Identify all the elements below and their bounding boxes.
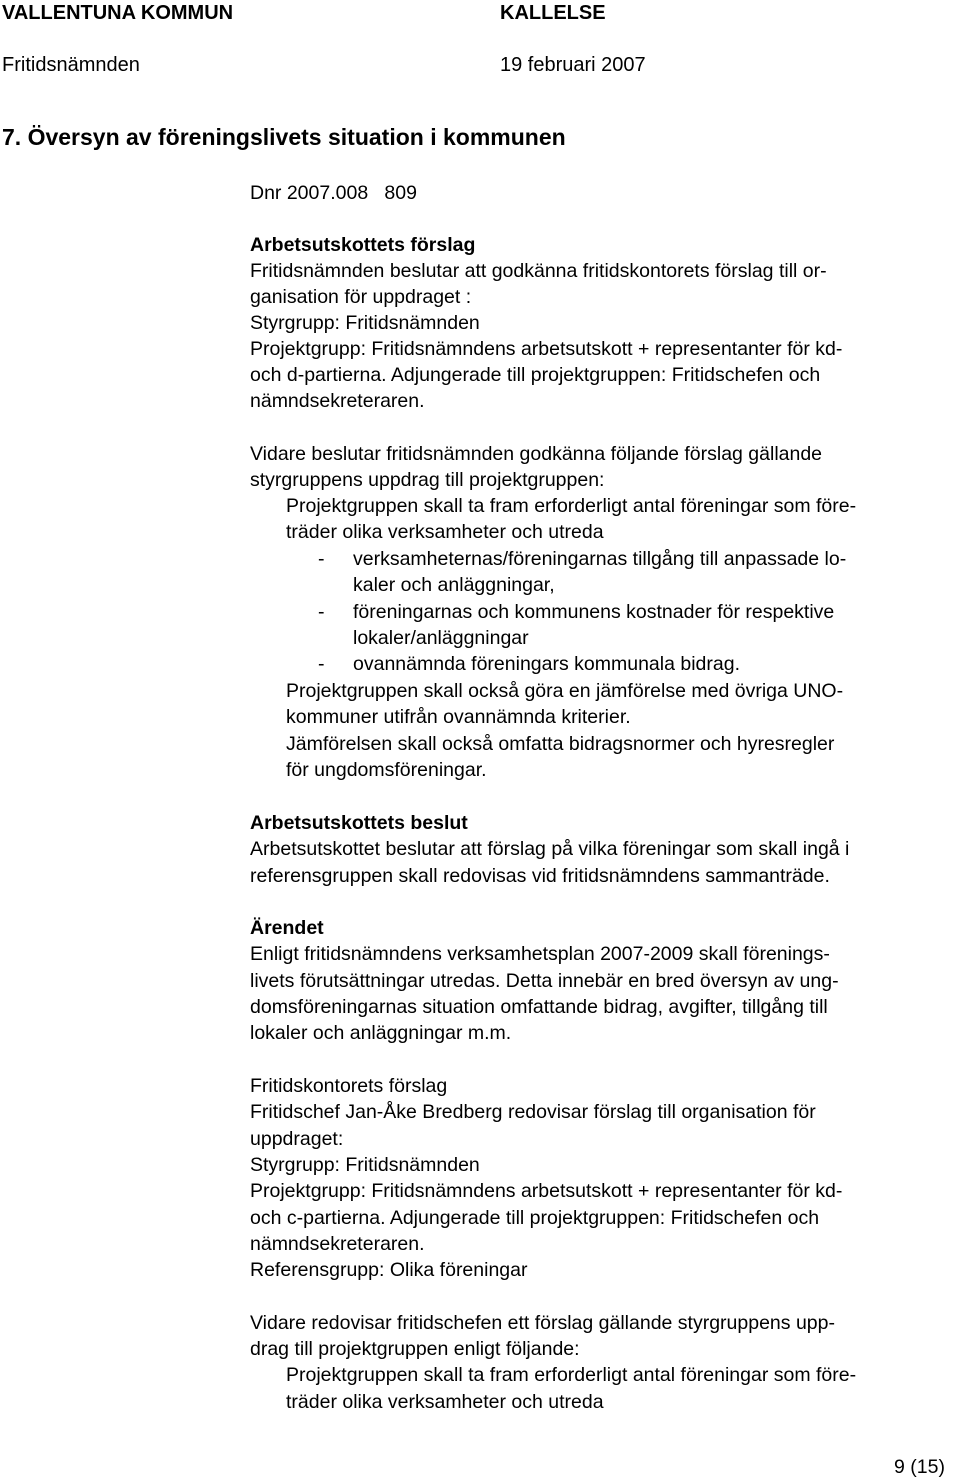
matter-heading: Ärendet <box>250 917 324 939</box>
au-decision-line: Arbetsutskottet beslutar att förslag på vilka föreningar som skall ingå i <box>250 838 850 860</box>
office-proposal-line: Fritidschef Jan-Åke Bredberg redovisar förslag till organisation för <box>250 1101 816 1123</box>
au-proposal-line: ganisation för uppdraget : <box>250 286 472 308</box>
matter-line: livets förutsättningar utredas. Detta innebär en bred översyn av ung- <box>250 970 839 992</box>
bullet-text: verksamheternas/föreningarnas tillgång till anpassade lo- <box>353 548 847 570</box>
bullet-text: ovannämnda föreningars kommunala bidrag. <box>353 653 740 675</box>
item-title: 7. Översyn av föreningslivets situation i kommunen <box>2 124 566 150</box>
office-proposal-heading: Fritidskontorets förslag <box>250 1075 448 1097</box>
au-further-line: styrgruppens uppdrag till projektgruppen: <box>250 469 605 491</box>
au-task-line: träder olika verksamheter och utreda <box>286 521 604 543</box>
au-proposal-line: Styrgrupp: Fritidsnämnden <box>250 312 480 334</box>
bullet-text: föreningarnas och kommunens kostnader för respektive <box>353 601 835 623</box>
au-after-line: för ungdomsföreningar. <box>286 759 487 781</box>
bullet-dash: - <box>318 653 325 675</box>
office-task-line: Projektgruppen skall ta fram erforderligt antal föreningar som före- <box>286 1364 857 1386</box>
bullet-dash: - <box>318 601 325 623</box>
office-proposal-line: Referensgrupp: Olika föreningar <box>250 1259 528 1281</box>
document-type: KALLELSE <box>500 2 606 24</box>
au-further-line: Vidare beslutar fritidsnämnden godkänna följande förslag gällande <box>250 443 823 465</box>
office-further-line: Vidare redovisar fritidschefen ett förslag gällande styrgruppens upp- <box>250 1312 835 1334</box>
au-after-line: Projektgruppen skall också göra en jämförelse med övriga UNO- <box>286 680 844 702</box>
au-after-line: Jämförelsen skall också omfatta bidragsnormer och hyresregler <box>286 733 835 755</box>
office-proposal-line: uppdraget: <box>250 1128 344 1150</box>
matter-line: lokaler och anläggningar m.m. <box>250 1022 512 1044</box>
bullet-text: kaler och anläggningar, <box>353 574 555 596</box>
bullet-text: lokaler/anläggningar <box>353 627 529 649</box>
office-task-line: träder olika verksamheter och utreda <box>286 1391 604 1413</box>
au-proposal-heading: Arbetsutskottets förslag <box>250 234 476 256</box>
au-decision-heading: Arbetsutskottets beslut <box>250 812 468 834</box>
diary-number: Dnr 2007.008 809 <box>250 182 417 204</box>
meeting-date: 19 februari 2007 <box>500 54 646 76</box>
page-number: 9 (15) <box>894 1456 945 1478</box>
au-after-line: kommuner utifrån ovannämnda kriterier. <box>286 706 631 728</box>
matter-line: Enligt fritidsnämndens verksamhetsplan 2007-2009 skall förenings- <box>250 943 830 965</box>
office-proposal-line: och c-partierna. Adjungerade till projektgruppen: Fritidschefen och <box>250 1207 820 1229</box>
office-proposal-line: Projektgrupp: Fritidsnämndens arbetsutskott + representanter för kd- <box>250 1180 843 1202</box>
au-proposal-line: Fritidsnämnden beslutar att godkänna fritidskontorets förslag till or- <box>250 260 827 282</box>
matter-line: domsföreningarnas situation omfattande bidrag, avgifter, tillgång till <box>250 996 828 1018</box>
office-proposal-line: nämndsekreteraren. <box>250 1233 425 1255</box>
au-decision-line: referensgruppen skall redovisas vid fritidsnämndens sammanträde. <box>250 865 830 887</box>
office-further-line: drag till projektgruppen enligt följande: <box>250 1338 580 1360</box>
au-proposal-line: nämndsekreteraren. <box>250 390 425 412</box>
au-proposal-line: och d-partierna. Adjungerade till projektgruppen: Fritidschefen och <box>250 364 821 386</box>
bullet-dash: - <box>318 548 325 570</box>
municipality-name: VALLENTUNA KOMMUN <box>2 2 234 24</box>
office-proposal-line: Styrgrupp: Fritidsnämnden <box>250 1154 480 1176</box>
au-task-line: Projektgruppen skall ta fram erforderligt antal föreningar som före- <box>286 495 857 517</box>
board-name: Fritidsnämnden <box>2 54 140 76</box>
au-proposal-line: Projektgrupp: Fritidsnämndens arbetsutskott + representanter för kd- <box>250 338 843 360</box>
